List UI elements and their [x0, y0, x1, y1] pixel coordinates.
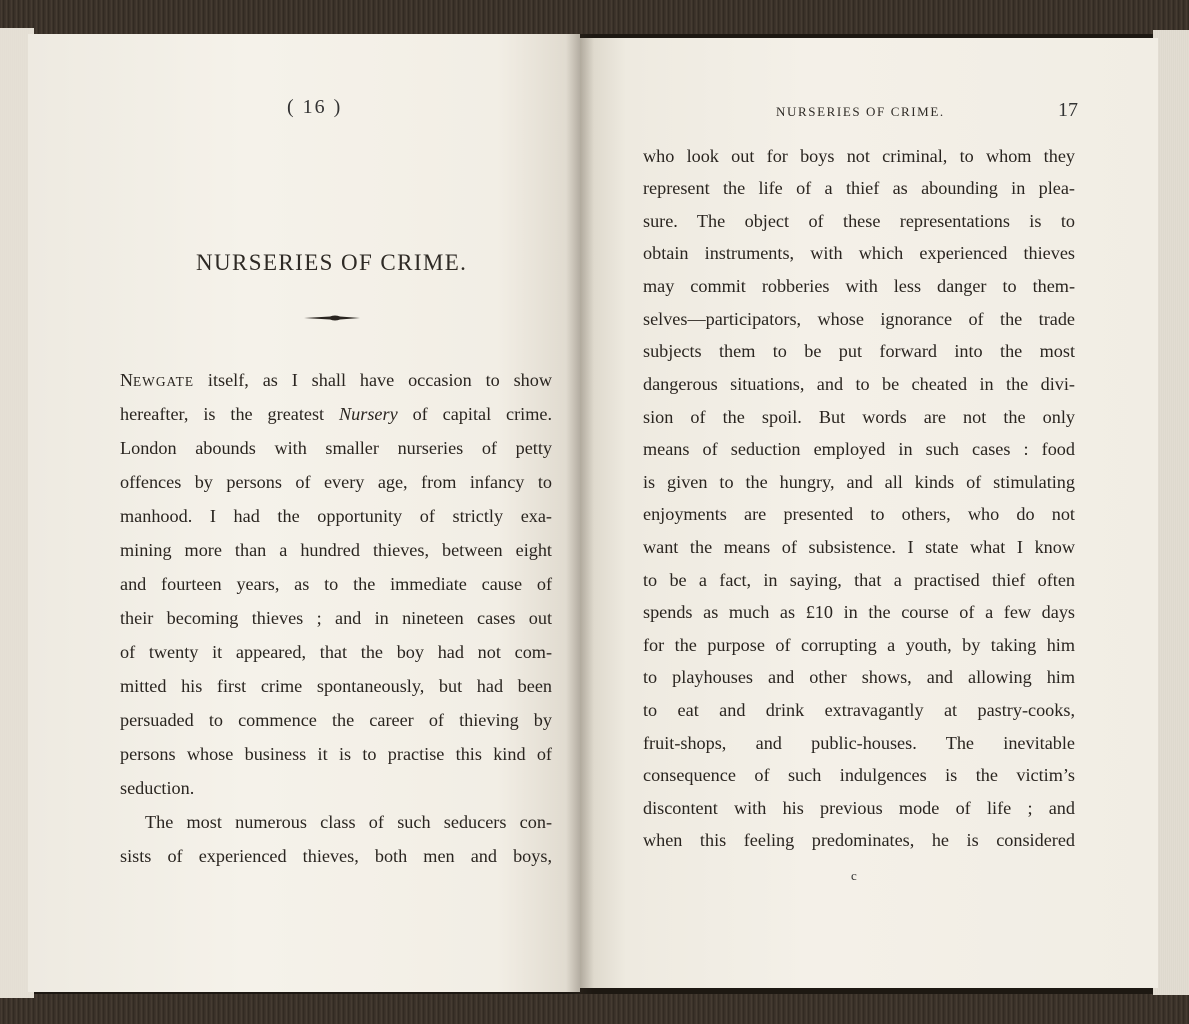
page-number-right: 17 [1058, 99, 1078, 121]
running-head: NURSERIES OF CRIME. [776, 104, 945, 119]
text-line: mining more than a hundred thieves, between eight [120, 540, 552, 560]
text-line: mitted his first crime spontaneously, but had been [120, 676, 552, 696]
text-line: dangerous situations, and to be cheated in the divi- [643, 374, 1075, 394]
text-line: London abounds with smaller nurseries of petty [120, 438, 552, 458]
text-line: manhood. I had the opportunity of strictly exa- [120, 506, 552, 526]
text-line: to be a fact, in saying, that a practised thief often [643, 570, 1075, 590]
text-line: NEWGATE itself, as I shall have occasion to show [120, 370, 552, 390]
text-line: of twenty it appeared, that the boy had not com- [120, 642, 552, 662]
text-line: offences by persons of every age, from infancy to [120, 472, 552, 492]
text-line: is given to the hungry, and all kinds of stimulating [643, 472, 1075, 492]
book-cover-bottom [0, 994, 1189, 1024]
text-line: when this feeling predominates, he is considered [643, 830, 1075, 850]
text-line: enjoyments are presented to others, who do not [643, 504, 1075, 524]
text-line: represent the life of a thief as abounding in plea- [643, 178, 1075, 198]
text-line: means of seduction employed in such cases : food [643, 439, 1075, 459]
text-line: fruit-shops, and public-houses. The inevitable [643, 733, 1075, 753]
text-line: selves—participators, whose ignorance of the trade [643, 309, 1075, 329]
text-line: The most numerous class of such seducers con- [145, 812, 552, 832]
page-number-left: ( 16 ) [287, 96, 343, 118]
signature-mark: c [851, 868, 858, 883]
text-line: hereafter, is the greatest Nursery of capital crime. [120, 404, 553, 424]
text-line: may commit robberies with less danger to them- [643, 276, 1075, 296]
text-line: spends as much as £10 in the course of a few days [643, 602, 1075, 622]
ornament-rule-icon [302, 312, 362, 324]
text-line: sure. The object of these representations is to [643, 211, 1075, 231]
text-line: and fourteen years, as to the immediate cause of [120, 574, 552, 594]
text-line: for the purpose of corrupting a youth, by taking him [643, 635, 1075, 655]
book-gutter [566, 30, 594, 995]
text-line: seduction. [120, 778, 195, 798]
text-line: to playhouses and other shows, and allowing him [643, 667, 1075, 687]
text-line: want the means of subsistence. I state what I know [643, 537, 1075, 557]
chapter-title: NURSERIES OF CRIME. [196, 250, 468, 275]
book-cover-top [0, 0, 1189, 34]
text-line: persons whose business it is to practise this kind of [120, 744, 552, 764]
text-line: who look out for boys not criminal, to whom they [643, 146, 1075, 166]
text-line: sists of experienced thieves, both men and boys, [120, 846, 552, 866]
text-line: discontent with his previous mode of life ; and [643, 798, 1075, 818]
text-line: obtain instruments, with which experienced thieves [643, 243, 1075, 263]
text-line: sion of the spoil. But words are not the only [643, 407, 1075, 427]
page-edges-right [1153, 30, 1189, 995]
text-line: persuaded to commence the career of thieving by [120, 710, 552, 730]
text-line: to eat and drink extravagantly at pastry-cooks, [643, 700, 1075, 720]
text-line: subjects them to be put forward into the most [643, 341, 1075, 361]
text-line: consequence of such indulgences is the victim’s [643, 765, 1075, 785]
text-line: their becoming thieves ; and in nineteen cases out [120, 608, 552, 628]
